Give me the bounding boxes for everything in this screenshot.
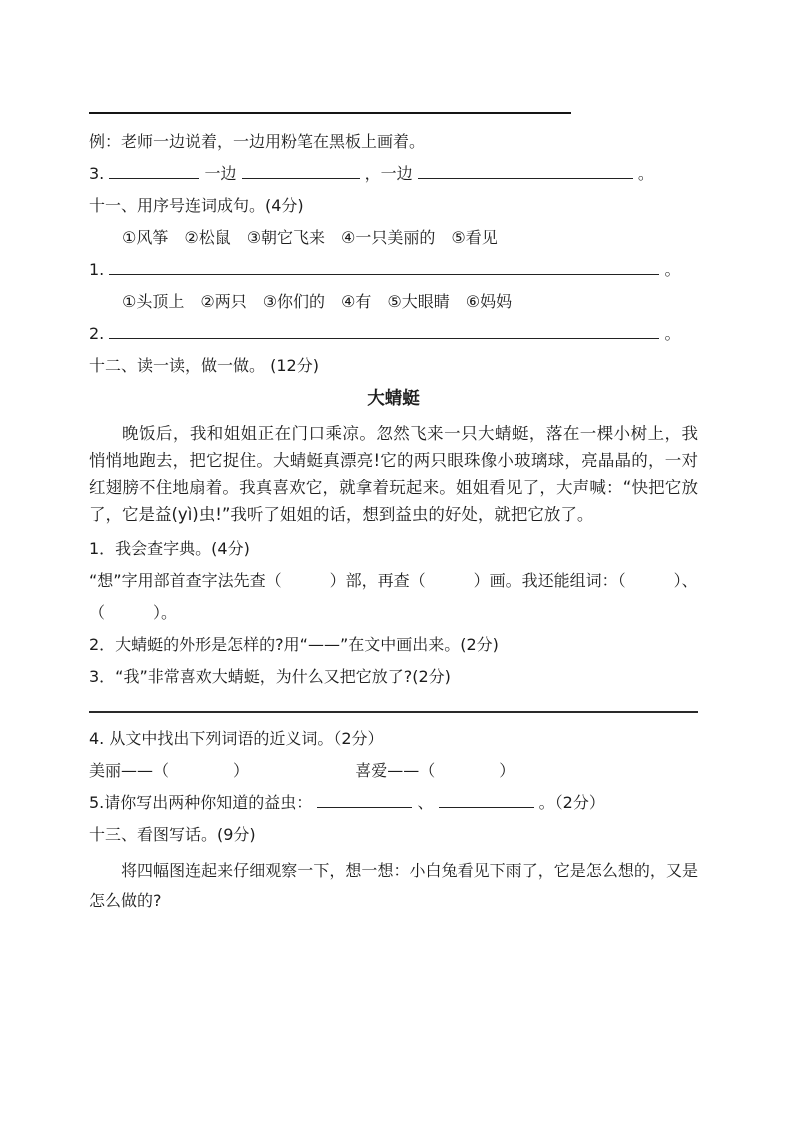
section-12-title: 十二、读一读，做一做。 (12分) xyxy=(89,356,319,375)
period-mark: 。 xyxy=(664,260,681,279)
example-sentence xyxy=(89,131,698,152)
synonym-pair-left: 美丽——（ ） xyxy=(89,761,250,780)
passage-title: 大蜻蜓 xyxy=(367,389,420,409)
word-group-2-text: ①头顶上 ②两只 ③你们的 ④有 ⑤大眼睛 ⑥妈妈 xyxy=(122,292,513,311)
sub-question-1-detail-continued: （ ）。 xyxy=(89,603,178,622)
connector-text-1: 一边 xyxy=(204,164,237,183)
fill-blank xyxy=(242,163,360,179)
question-3-fill-line xyxy=(89,163,698,184)
answer-line-1 xyxy=(89,259,698,280)
fill-blank xyxy=(439,792,534,808)
period-mark: 。 xyxy=(637,164,654,183)
divider-line-top xyxy=(89,112,571,114)
sub-question-4: 4. 从文中找出下列词语的近义词。（2分） xyxy=(89,729,384,748)
sub-question-3: 3．“我”非常喜欢大蜻蜓，为什么又把它放了?(2分) xyxy=(89,667,451,686)
answer-2-number: 2. xyxy=(89,324,105,343)
question-5-lead: 5.请你写出两种你知道的益虫： xyxy=(89,793,313,812)
sub-question-2: 2．大蜻蜓的外形是怎样的?用“——”在文中画出来。(2分) xyxy=(89,635,499,654)
section-11-title: 十一、用序号连词成句。(4分) xyxy=(89,196,304,215)
list-separator: 、 xyxy=(417,793,434,812)
word-group-1 xyxy=(89,227,698,248)
sub-question-1: 1．我会查字典。(4分) xyxy=(89,539,250,558)
answer-blank xyxy=(109,323,659,339)
connector-text-2: ，一边 xyxy=(364,164,413,183)
fill-blank xyxy=(317,792,412,808)
word-group-1-text: ①风筝 ②松鼠 ③朝它飞来 ④一只美丽的 ⑤看见 xyxy=(122,228,498,247)
section-13-header: 十三、看图写话。(9分) xyxy=(89,825,256,844)
question-5-tail: 。（2分） xyxy=(538,793,605,812)
fill-blank xyxy=(418,163,633,179)
writing-instruction: 将四幅图连起来仔细观察一下，想一想：小白兔看见下雨了，它是怎么想的，又是怎么做的? xyxy=(89,861,698,910)
sub-question-5 xyxy=(89,792,698,813)
answer-1-number: 1. xyxy=(89,260,105,279)
sub-question-1-detail: “想”字用部首查字法先查（ ）部，再查（ ）画。我还能组词：（ ）、 xyxy=(89,571,698,590)
sub-question-4-detail xyxy=(89,760,698,781)
period-mark: 。 xyxy=(664,324,681,343)
fill-blank xyxy=(109,163,199,179)
question-3-number: 3. xyxy=(89,164,105,183)
reading-passage: 晚饭后，我和姐姐正在门口乘凉。忽然飞来一只大蜻蜓，落在一棵小树上，我悄悄地跑去，把它捉住。大蜻蜓真漂亮!它的两只眼珠像小玻璃球，亮晶晶的，一对红翅膀不住地扇着。我真喜欢它，就拿着玩起来。姐姐看见了，大声喊：“快把它放了，它是益(yì)虫!”我听了姐姐的话，想到益虫的好处，就把它放了。 xyxy=(89,424,698,524)
answer-blank xyxy=(109,259,659,275)
example-text: 例：老师一边说着，一边用粉笔在黑板上画着。 xyxy=(89,132,426,151)
section-11-header xyxy=(89,195,698,216)
section-12-header xyxy=(89,355,698,376)
word-group-2 xyxy=(89,291,698,312)
divider-line-middle xyxy=(89,711,698,713)
answer-line-2 xyxy=(89,323,698,344)
synonym-pair-right: 喜爱——（ ） xyxy=(355,761,516,780)
